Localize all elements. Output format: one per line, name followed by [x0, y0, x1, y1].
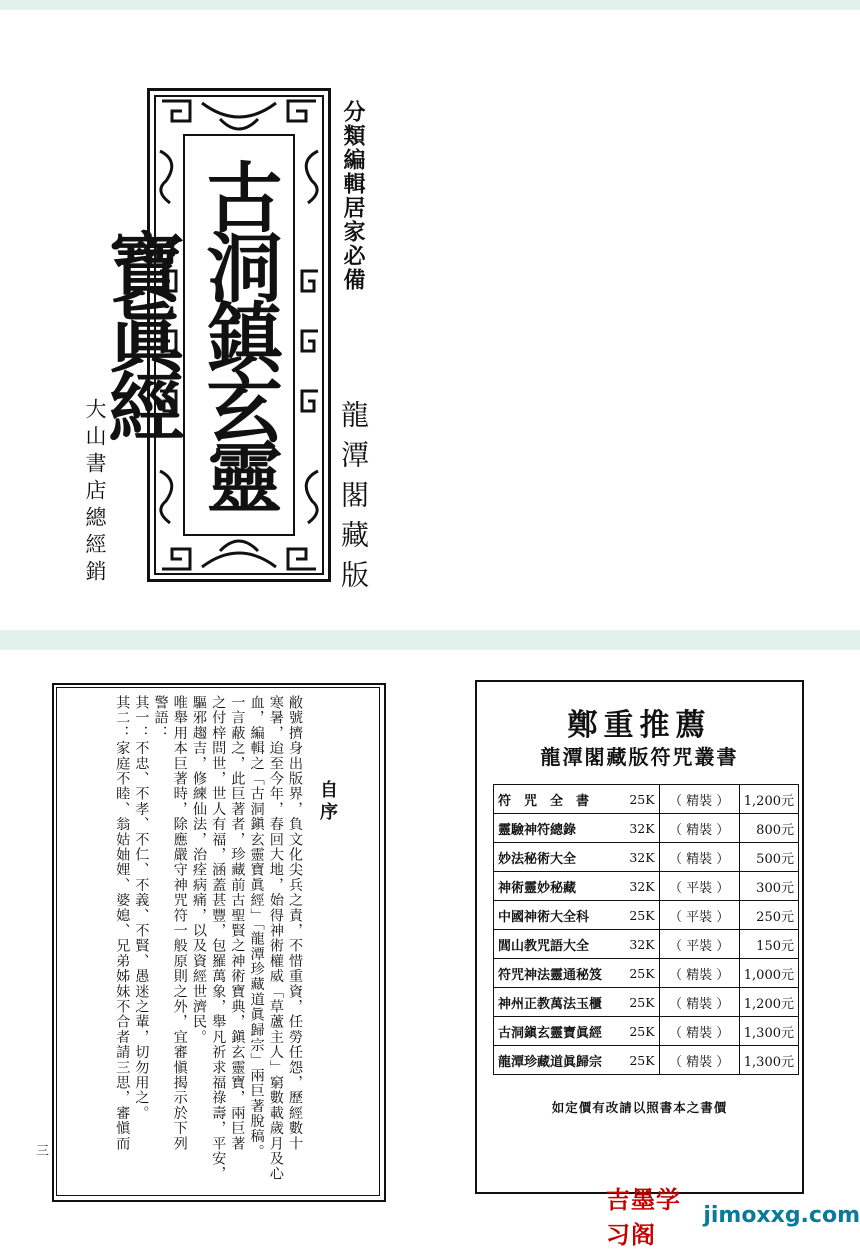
watermark-url: jimoxxg.com — [703, 1202, 860, 1228]
table-row — [494, 1017, 799, 1046]
book-name: 神州正教萬法玉櫃 — [494, 988, 620, 1017]
book-price: 1,200元 — [739, 785, 798, 814]
book-price: 150元 — [739, 930, 798, 959]
book-price: 1,300元 — [739, 1017, 798, 1046]
cover-title: 古洞鎮玄靈寶眞經 — [96, 158, 283, 508]
table-row — [494, 988, 799, 1017]
book-name: 龍潭珍藏道眞歸宗 — [494, 1046, 620, 1075]
book-binding: （ 精裝 ） — [659, 1017, 739, 1046]
book-size: 25K — [619, 901, 659, 930]
preface-column: 一言蔽之，此巨著者，珍藏前古聖賢之神術寶典，鎭玄靈寶，兩巨著 — [229, 695, 246, 1151]
book-binding: （ 精裝 ） — [659, 814, 739, 843]
preface-column: 其二：家庭不睦、翁姑妯娌、婆媳、兄弟姊妹不合者請三思，審愼而 — [114, 695, 131, 1151]
page-number: 三 — [36, 1144, 50, 1159]
recommend-title: 鄭重推薦 — [567, 708, 712, 743]
table-row — [494, 959, 799, 988]
book-name: 神術靈妙秘藏 — [494, 872, 620, 901]
preface-body — [64, 695, 304, 1187]
recommend-subtitle: 龍潭閣藏版符咒叢書 — [540, 745, 739, 769]
book-size: 25K — [619, 1046, 659, 1075]
distributor-line: 大山書店總經銷 — [83, 398, 107, 587]
table-row — [494, 872, 799, 901]
table-row — [494, 930, 799, 959]
preface-column: 寒暑，迨至今年，春回大地，始得神術權威「草蘆主人」窮數載歲月及心 — [267, 695, 284, 1182]
cover-subtitle: 分類編輯居家必備 — [340, 100, 366, 292]
price-note: 如定價有改請以照書本之書價 — [551, 1100, 728, 1115]
table-row — [494, 1046, 799, 1075]
page-divider — [0, 630, 860, 650]
book-binding: （ 精裝 ） — [659, 843, 739, 872]
book-size: 32K — [619, 930, 659, 959]
book-binding: （ 平裝 ） — [659, 930, 739, 959]
book-size: 25K — [619, 959, 659, 988]
book-name: 妙法秘術大全 — [494, 843, 620, 872]
book-price: 250元 — [739, 901, 798, 930]
book-price: 1,000元 — [739, 959, 798, 988]
table-row — [494, 843, 799, 872]
book-binding: （ 平裝 ） — [659, 872, 739, 901]
preface-title: 自序 — [317, 780, 338, 824]
book-binding: （ 平裝 ） — [659, 901, 739, 930]
book-name: 符咒神法靈通秘笈 — [494, 959, 620, 988]
book-name: 古洞鎭玄靈寶眞經 — [494, 1017, 620, 1046]
book-price-table — [493, 784, 799, 1075]
book-size: 25K — [619, 1017, 659, 1046]
book-price: 800元 — [739, 814, 798, 843]
book-name: 閭山教咒語大全 — [494, 930, 620, 959]
table-row — [494, 901, 799, 930]
preface-column: 其一：不忠、不孝、不仁、不義、不賢、愚迷之輩，切勿用之。 — [133, 695, 150, 1121]
preface-column: 之付梓問世，世人有福，涵蓋甚豐，包羅萬象，舉凡祈求福祿壽，平安， — [210, 695, 227, 1182]
table-row — [494, 785, 799, 814]
book-binding: （ 精裝 ） — [659, 1046, 739, 1075]
book-size: 25K — [619, 988, 659, 1017]
book-binding: （ 精裝 ） — [659, 959, 739, 988]
site-watermark — [606, 1186, 860, 1249]
book-price: 1,200元 — [739, 988, 798, 1017]
preface-column: 血，編輯之「古洞鎭玄靈寶眞經」「龍潭珍藏道眞歸宗」兩巨著脫稿。 — [248, 695, 265, 1160]
book-binding: （ 精裝 ） — [659, 988, 739, 1017]
book-price: 500元 — [739, 843, 798, 872]
book-name: 符 咒 全 書 — [494, 785, 620, 814]
book-price: 1,300元 — [739, 1046, 798, 1075]
cover-publisher: 龍潭閣藏版 — [337, 400, 370, 600]
preface-column: 驅邪趨吉，修練仙法，治痊病痛，以及資經世濟民。 — [190, 695, 207, 1045]
book-size: 25K — [619, 785, 659, 814]
book-size: 32K — [619, 814, 659, 843]
book-price: 300元 — [739, 872, 798, 901]
cover-distributor — [80, 398, 110, 587]
preface-column: 敝號擠身出版界，負文化尖兵之責，不惜重資，任勞任怨，歷經數十 — [287, 695, 303, 1151]
top-page-edge — [0, 0, 860, 10]
preface-column: 唯舉用本巨著時，除應嚴守神咒符一般原則之外，宜審愼揭示於下列 — [171, 695, 188, 1151]
book-binding: （ 精裝 ） — [659, 785, 739, 814]
book-name: 靈驗神符總錄 — [494, 814, 620, 843]
watermark-cn: 吉墨学习阁 — [606, 1186, 681, 1249]
book-size: 32K — [619, 872, 659, 901]
book-name: 中國神術大全科 — [494, 901, 620, 930]
preface-column: 警語： — [152, 695, 169, 741]
table-row — [494, 814, 799, 843]
book-size: 32K — [619, 843, 659, 872]
